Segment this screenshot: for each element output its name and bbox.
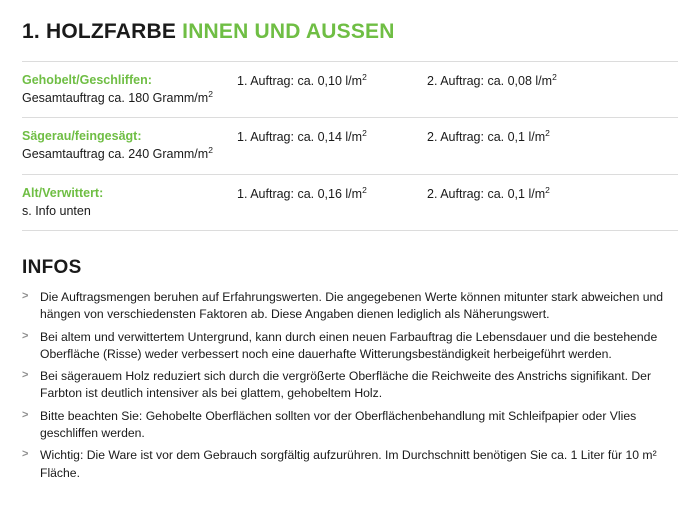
list-item-text: Die Auftragsmengen beruhen auf Erfahrungswerten. Die angegebenen Werte können mitunter stark abweichen und hängen von verschiedensten Faktoren ab. Diese Angaben dienen lediglich als Näherungswert.	[40, 289, 664, 322]
surface-label-cell	[22, 62, 237, 118]
list-item	[22, 368, 678, 403]
first-coat-text: 1. Auftrag: ca. 0,10 l/m	[237, 74, 363, 89]
total-coverage-label	[22, 89, 237, 107]
surface-label-cell	[22, 174, 237, 230]
second-coat-sup: 2	[552, 71, 557, 82]
list-item-text: Bitte beachten Sie: Gehobelte Oberflächen sollten vor der Oberflächenbehandlung mit Schleifpapier oder Vlies geschliffen werden.	[40, 408, 637, 441]
second-coat-text: 2. Auftrag: ca. 0,1 l/m	[427, 130, 546, 145]
first-coat-sup: 2	[362, 128, 367, 139]
chevron-right-icon: >	[22, 329, 29, 342]
first-coat-cell	[237, 62, 427, 118]
first-coat-text: 1. Auftrag: ca. 0,16 l/m	[237, 186, 363, 201]
total-coverage-text: Gesamtauftrag ca. 240 Gramm/m	[22, 147, 209, 162]
list-item-text: Bei sägerauem Holz reduziert sich durch die vergrößerte Oberfläche die Reichweite des Anstrichs signifikant. Der Farbton ist deutlich intensiver als bei glattem, gehobeltem Holz.	[40, 369, 652, 401]
chevron-right-icon: >	[22, 408, 29, 421]
second-coat-sup: 2	[545, 184, 550, 195]
table-row	[22, 118, 678, 174]
first-coat-value	[237, 71, 427, 90]
second-coat-text: 2. Auftrag: ca. 0,1 l/m	[427, 186, 546, 201]
total-coverage-label	[22, 145, 237, 163]
surface-label-cell	[22, 118, 237, 174]
list-item-text: Wichtig: Die Ware ist vor dem Gebrauch sorgfältig aufzurühren. Im Durchschnitt benötigen Sie ca. 1 Liter für 10 m² Fläche.	[40, 448, 657, 480]
list-item	[22, 329, 678, 364]
second-coat-value	[427, 71, 678, 90]
second-coat-cell	[427, 118, 678, 174]
second-coat-value	[427, 127, 678, 146]
total-coverage-label	[22, 202, 237, 220]
list-item-text: Bei altem und verwittertem Untergrund, kann durch einen neuen Farbauftrag die Lebensdauer und die bestehende Oberfläche (Risse) weder verbessert noch eine dauerhafte Witterungsbeständigkeit herbeigeführt werden.	[40, 329, 658, 361]
page-title-main: HOLZFARBE	[45, 20, 177, 43]
list-item	[22, 447, 678, 482]
first-coat-cell	[237, 174, 427, 230]
total-coverage-text: Gesamtauftrag ca. 180 Gramm/m	[22, 91, 209, 106]
total-coverage-sup: 2	[208, 145, 213, 156]
total-coverage-text: s. Info unten	[22, 203, 91, 218]
table-row	[22, 174, 678, 230]
list-item	[22, 289, 678, 324]
second-coat-text: 2. Auftrag: ca. 0,08 l/m	[427, 74, 553, 89]
first-coat-sup: 2	[362, 71, 367, 82]
page-title-accent: INNEN UND AUSSEN	[182, 20, 395, 43]
total-coverage-sup: 2	[208, 89, 213, 100]
infos-list	[22, 289, 678, 482]
page-title-number: 1.	[22, 20, 40, 43]
infos-heading: INFOS	[22, 256, 82, 278]
first-coat-cell	[237, 118, 427, 174]
first-coat-text: 1. Auftrag: ca. 0,14 l/m	[237, 130, 363, 145]
second-coat-cell	[427, 62, 678, 118]
table-row	[22, 62, 678, 118]
surface-type-label: Alt/Verwittert:	[22, 185, 104, 200]
second-coat-sup: 2	[545, 128, 550, 139]
surface-type-label: Gehobelt/Geschliffen:	[22, 73, 152, 88]
chevron-right-icon: >	[22, 448, 29, 461]
coverage-table	[22, 61, 678, 231]
first-coat-sup: 2	[362, 184, 367, 195]
chevron-right-icon: >	[22, 369, 29, 382]
first-coat-value	[237, 127, 427, 146]
first-coat-value	[237, 184, 427, 203]
chevron-right-icon: >	[22, 289, 29, 302]
surface-type-label: Sägerau/feingesägt:	[22, 129, 142, 144]
second-coat-cell	[427, 174, 678, 230]
second-coat-value	[427, 184, 678, 203]
list-item	[22, 408, 678, 443]
page-title	[22, 20, 678, 43]
